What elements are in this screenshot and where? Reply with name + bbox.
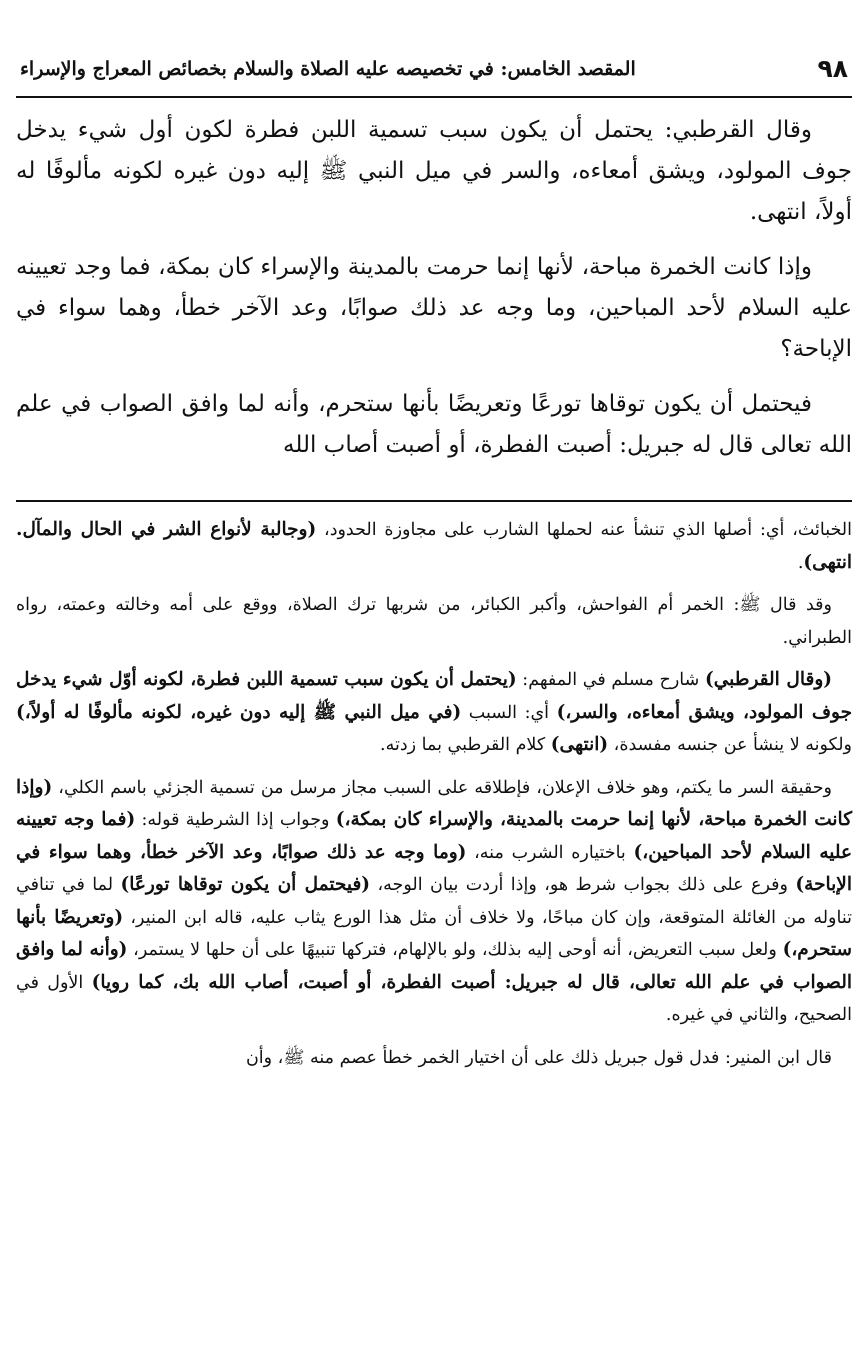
commentary-text: قال ابن المنير: فدل قول جبريل ذلك على أن اختيار الخمر خطأ عصم منه ﷺ، وأن <box>245 1047 832 1068</box>
commentary-text: ولكونه لا ينشأ عن جنسه مفسدة، <box>608 735 852 755</box>
quoted-text: (وأنه لما وافق الصواب في علم الله تعالى، قال له جبريل: أصبت الفطرة، أو أصبت، أصاب الله بك، كما رويا) <box>16 939 852 993</box>
commentary-text: وجواب إذا الشرطية قوله: <box>135 810 336 830</box>
quoted-text: (فيحتمل أن يكون توقاها تورعًا) <box>120 874 371 895</box>
commentary-text: وفرع على ذلك بجواب شرط هو، وإذا أردت بيان الوجه، <box>370 875 796 895</box>
quoted-text: (وقال القرطبي) <box>705 669 833 690</box>
commentary-divider <box>16 500 852 502</box>
main-text <box>16 110 852 480</box>
quoted-text: (يحتمل أن يكون سبب تسمية اللبن فطرة، لكونه أوّل شيء يدخل جوف المولود، ويشق أمعاءه، والسر،) <box>16 669 853 723</box>
quoted-text: (وما وجه عد ذلك صوابًا، وعد الآخر خطأ، وهما سواء في الإباحة) <box>16 841 852 895</box>
commentary-text: شارح مسلم في المفهم: <box>516 670 705 690</box>
main-paragraph: وإذا كانت الخمرة مباحة، لأنها إنما حرمت بالمدينة والإسراء كان بمكة، فما وجد تعيينه عليه السلام لأحد المباحين، وما وجه عد ذلك صوابًا، وعد الآخر خطأ، وهما سواء في الإباحة؟ <box>16 254 852 362</box>
commentary-paragraph <box>16 514 852 579</box>
quoted-text: (وجالبة لأنواع الشر في الحال والمآل. انتهى) <box>16 519 852 573</box>
commentary-paragraph <box>16 664 852 762</box>
main-paragraph: فيحتمل أن يكون توقاها تورعًا وتعريضًا بأنها ستحرم، وأنه لما وافق الصواب في علم الله تعالى قال له جبريل: أصبت الفطرة، أو أصبت أصاب الله <box>16 391 852 458</box>
running-title: المقصد الخامس: في تخصيصه عليه الصلاة والسلام بخصائص المعراج والإسراء <box>20 58 636 80</box>
quoted-text: (وتعريضًا بأنها ستحرم،) <box>16 906 852 960</box>
quoted-text: (انتهى) <box>550 734 609 755</box>
commentary-text: وحقيقة السر ما يكتم، وهو خلاف الإعلان، فإطلاقه على السبب مجاز مرسل من تسمية الجزئي باسم الكلي، <box>52 777 832 798</box>
header-divider <box>16 96 852 98</box>
commentary-paragraph <box>16 772 852 1032</box>
commentary-paragraph <box>16 1042 852 1075</box>
book-page <box>16 0 852 1364</box>
commentary-text: وقد قال ﷺ: الخمر أم الفواحش، وأكبر الكبائر، من شربها ترك الصلاة، ووقع على أمه وخالته وعمته، رواه الطبراني. <box>16 595 852 648</box>
page-number: ٩٨ <box>817 54 848 83</box>
quoted-text: (فما وجه تعيينه عليه السلام لأحد المباحين،) <box>16 809 852 863</box>
quoted-text: (في ميل النبي ﷺ إليه دون غيره، لكونه مألوفًا له أولاً،) <box>16 701 462 723</box>
commentary-text: الأول في الصحيح، والثاني في غيره. <box>16 972 852 1025</box>
commentary-text: . <box>797 552 804 573</box>
commentary-text: لما في تنافي تناوله من الغائلة المتوقعة، وإن كان مباحًا، ولا خلاف أن مثل هذا الورع يثاب عليه، قاله ابن المنير، <box>16 875 852 928</box>
commentary-text: ولعل سبب التعريض، أنه أوحى إليه بذلك، ولو بالإلهام، فتركها تنبيهًا على أن حلها لا يستمر، <box>127 940 783 960</box>
commentary-paragraph <box>16 589 852 654</box>
page-header <box>16 52 852 92</box>
commentary-text: الخبائث، أي: أصلها الذي تنشأ عنه لحملها الشارب على مجاوزة الحدود، <box>316 520 853 540</box>
commentary-text: باختياره الشرب منه، <box>466 842 634 863</box>
commentary <box>16 514 852 1084</box>
commentary-text: كلام القرطبي بما زدته. <box>380 735 551 755</box>
quoted-text: (وإذا كانت الخمرة مباحة، لأنها إنما حرمت بالمدينة، والإسراء كان بمكة،) <box>16 776 852 830</box>
main-paragraph: وقال القرطبي: يحتمل أن يكون سبب تسمية اللبن فطرة لكون أول شيء يدخل جوف المولود، ويشق أمعاءه، والسر في ميل النبي ﷺ إليه دون غيره لكونه مألوفًا له أولاً، انتهى. <box>16 117 852 225</box>
commentary-text: أي: السبب <box>461 702 557 723</box>
